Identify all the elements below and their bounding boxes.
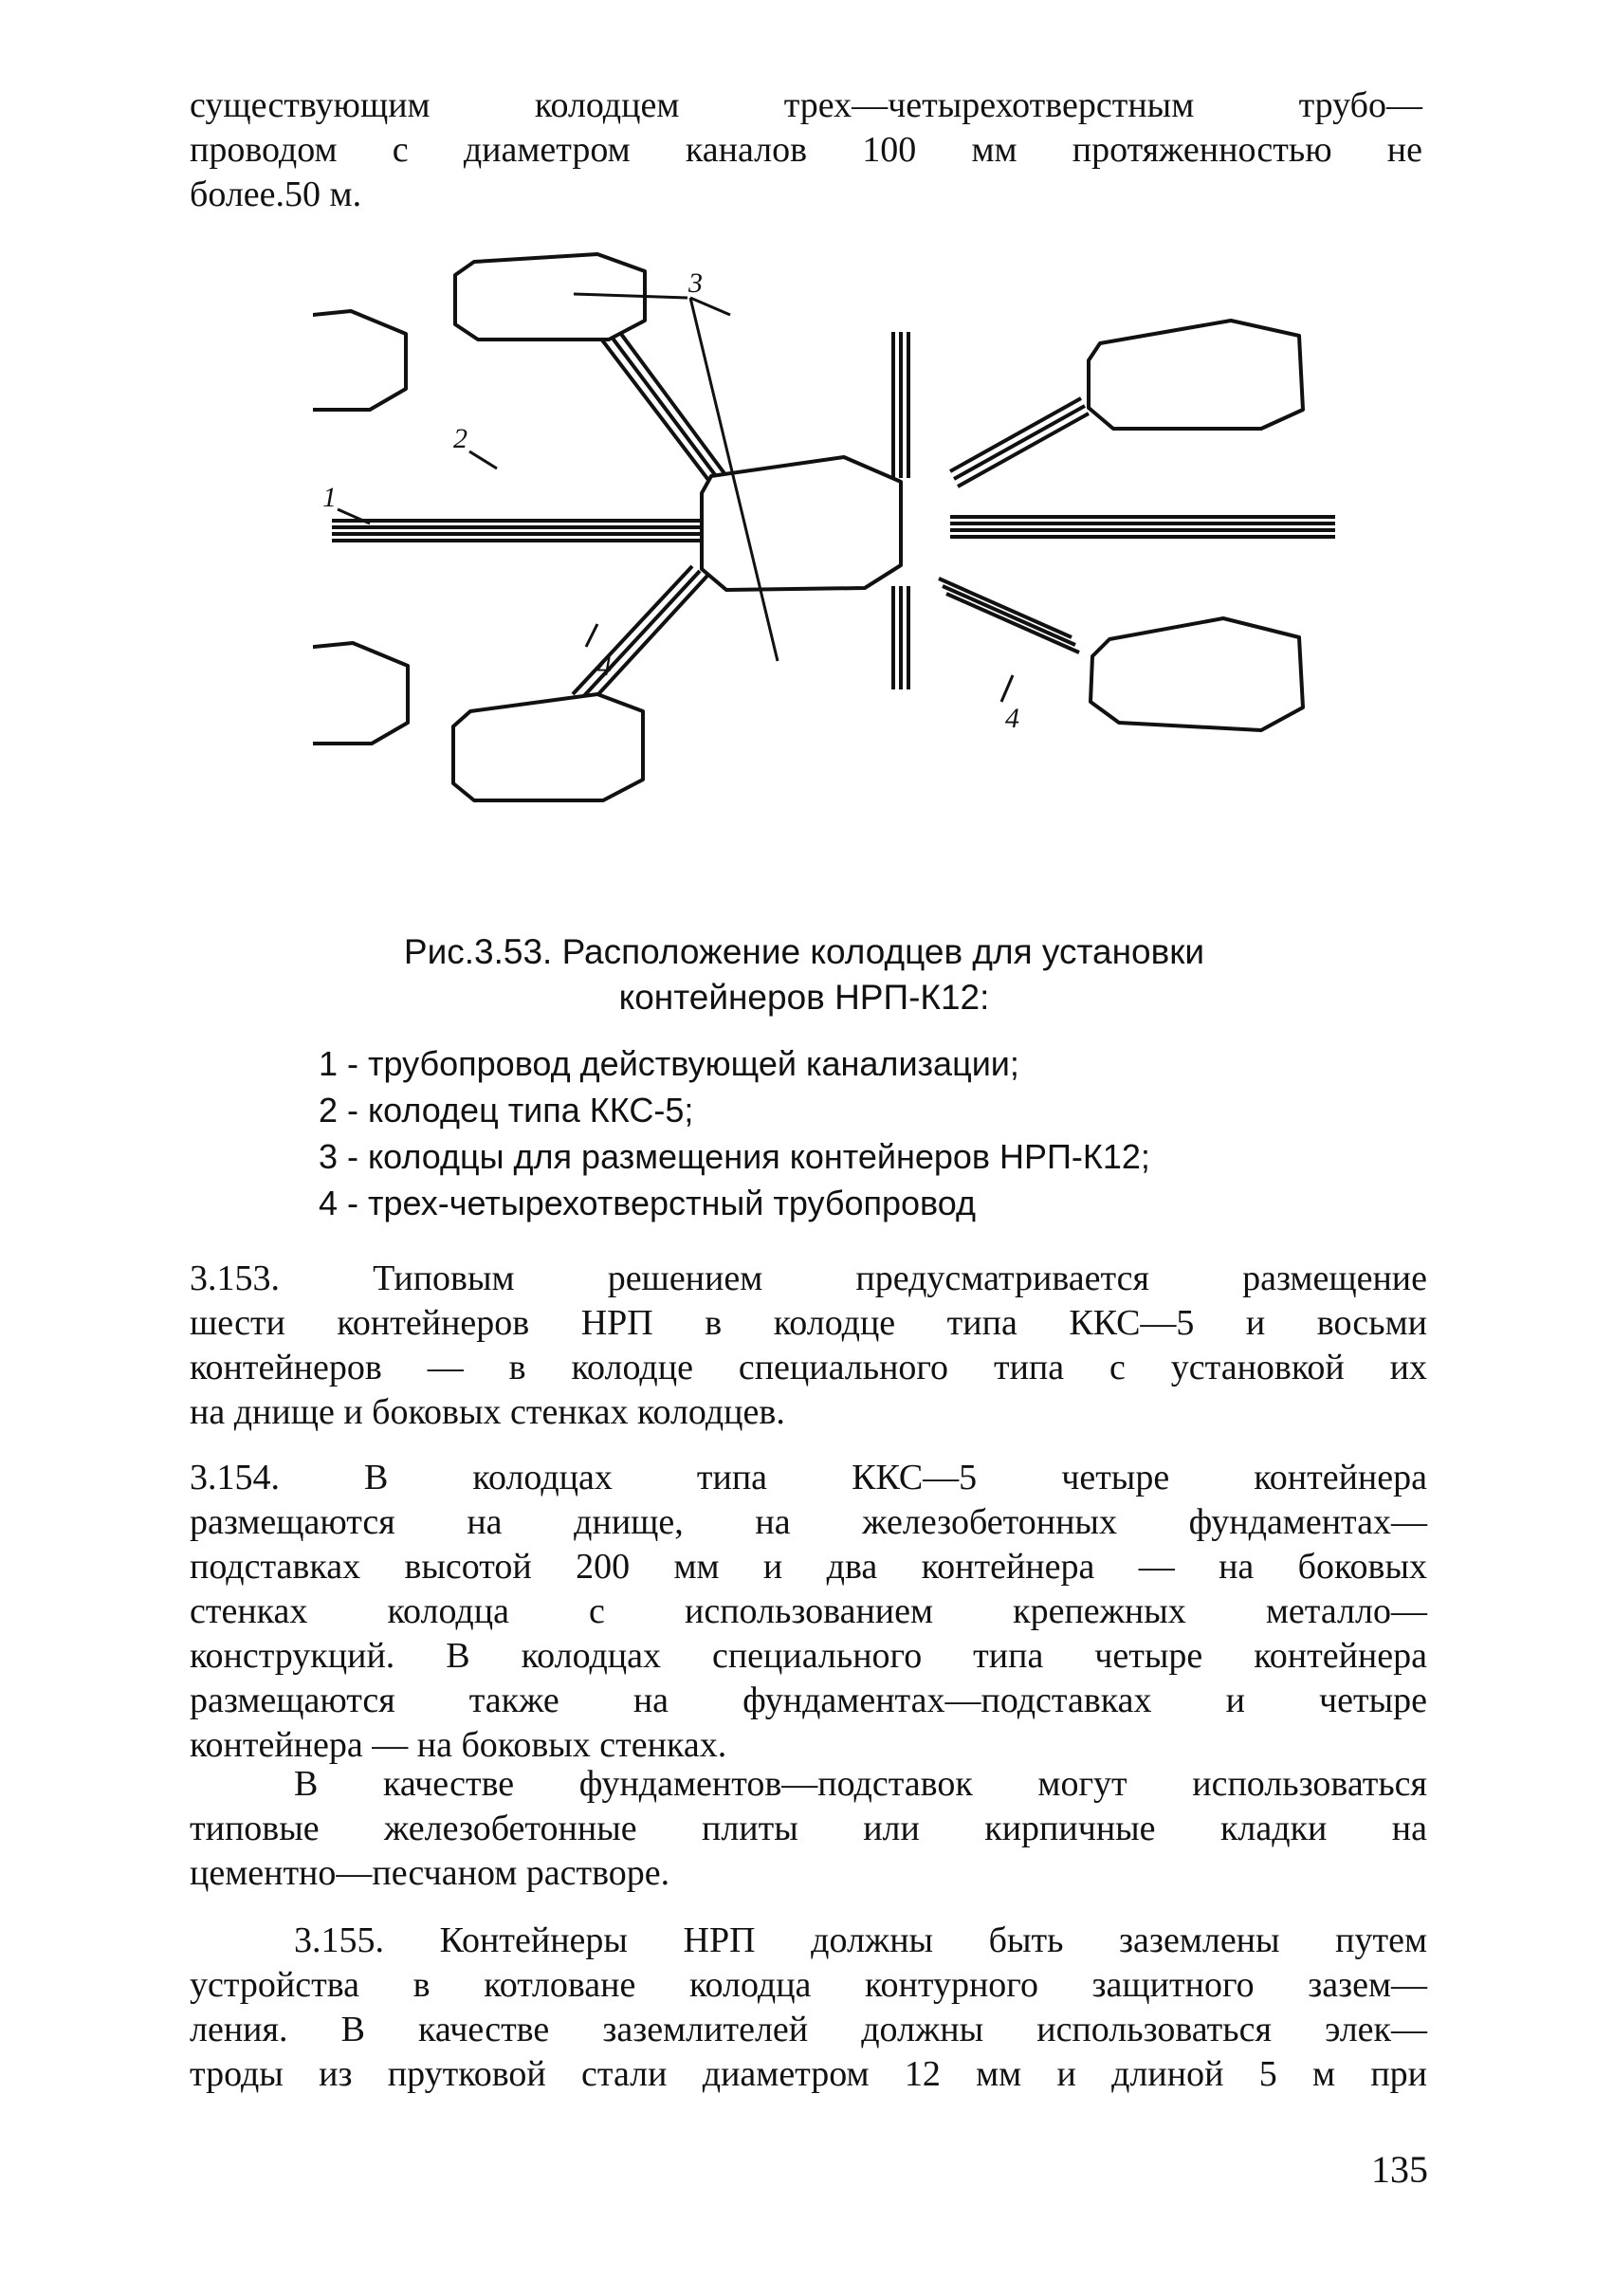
text-line: троды из прутковой стали диаметром 12 мм и длиной 5 м при bbox=[190, 2054, 1427, 2094]
text-line: шести контейнеров НРП в колодце типа ККС—5 и восьми bbox=[190, 1303, 1427, 1343]
label-1: 1 bbox=[322, 482, 337, 513]
label-2: 2 bbox=[453, 423, 467, 454]
figure-legend bbox=[319, 1040, 1362, 1226]
text-line: проводом с диаметром каналов 100 мм протяженностью не bbox=[190, 130, 1422, 170]
text-line: конструкций. В колодцах специального типа четыре контейнера bbox=[190, 1636, 1427, 1676]
legend-item: 4 - трех-четырехотверстный трубопровод bbox=[319, 1184, 977, 1222]
well-bottom bbox=[453, 694, 643, 800]
text-line: 3.153. Типовым решением предусматривается размещение bbox=[190, 1258, 1427, 1298]
wells-layout-diagram bbox=[313, 248, 1356, 874]
text-line: ления. В качестве заземлителей должны использоваться элек— bbox=[190, 2010, 1427, 2049]
text-line: В качестве фундаментов—подставок могут использоваться bbox=[294, 1764, 1427, 1804]
text-line: 3.155. Контейнеры НРП должны быть заземлены путем bbox=[294, 1920, 1427, 1960]
legend-item: 3 - колодцы для размещения контейнеров НРП-К12; bbox=[319, 1137, 1150, 1176]
legend-item: 2 - колодец типа ККС-5; bbox=[319, 1091, 694, 1130]
well-right-bottom bbox=[1091, 618, 1303, 730]
text-line: устройства в котловане колодца контурного защитного зазем— bbox=[190, 1965, 1427, 2005]
legend-item: 1 - трубопровод действующей канализации; bbox=[319, 1044, 1019, 1083]
label-4-left: 4 bbox=[597, 651, 612, 682]
leader-lines bbox=[338, 294, 1013, 702]
well-left-bottom bbox=[313, 643, 408, 744]
well-right-top bbox=[1089, 321, 1303, 429]
text-line: размещаются также на фундаментах—подставках и четыре bbox=[190, 1681, 1427, 1720]
text-line: контейнера — на боковых стенках. bbox=[190, 1725, 727, 1765]
text-line: стенках колодца с использованием крепежных металло— bbox=[190, 1591, 1427, 1631]
text-line: существующим колодцем трех—четырехотверстным трубо— bbox=[190, 85, 1422, 125]
text-line: более.50 м. bbox=[190, 174, 362, 214]
paragraph-foundations bbox=[190, 1762, 1427, 1896]
well-center-kks5 bbox=[702, 457, 901, 590]
paragraph-3-154 bbox=[190, 1456, 1427, 1768]
paragraph-3-153 bbox=[190, 1257, 1427, 1435]
intro-paragraph bbox=[190, 83, 1422, 217]
figure-caption bbox=[349, 929, 1259, 1020]
text-line: цементно—песчаном растворе. bbox=[190, 1853, 670, 1893]
text-line: контейнеров — в колодце специального типа с установкой их bbox=[190, 1348, 1427, 1387]
page-number: 135 bbox=[1371, 2148, 1428, 2191]
caption-title: Рис.3.53. Расположение колодцев для установки bbox=[403, 932, 1205, 971]
label-4-right: 4 bbox=[1005, 703, 1019, 734]
text-line: типовые железобетонные плиты или кирпичные кладки на bbox=[190, 1809, 1427, 1848]
caption-subtitle: контейнеров НРП-К12: bbox=[618, 978, 990, 1017]
text-line: размещаются на днище, на железобетонных фундаментах— bbox=[190, 1502, 1427, 1542]
text-line: подставках высотой 200 мм и два контейнера — на боковых bbox=[190, 1547, 1427, 1587]
text-line: 3.154. В колодцах типа ККС—5 четыре контейнера bbox=[190, 1458, 1427, 1497]
label-3: 3 bbox=[688, 267, 703, 299]
paragraph-3-155 bbox=[190, 1919, 1427, 2097]
text-line: на днище и боковых стенках колодцев. bbox=[190, 1392, 785, 1432]
well-left-top bbox=[313, 311, 406, 410]
